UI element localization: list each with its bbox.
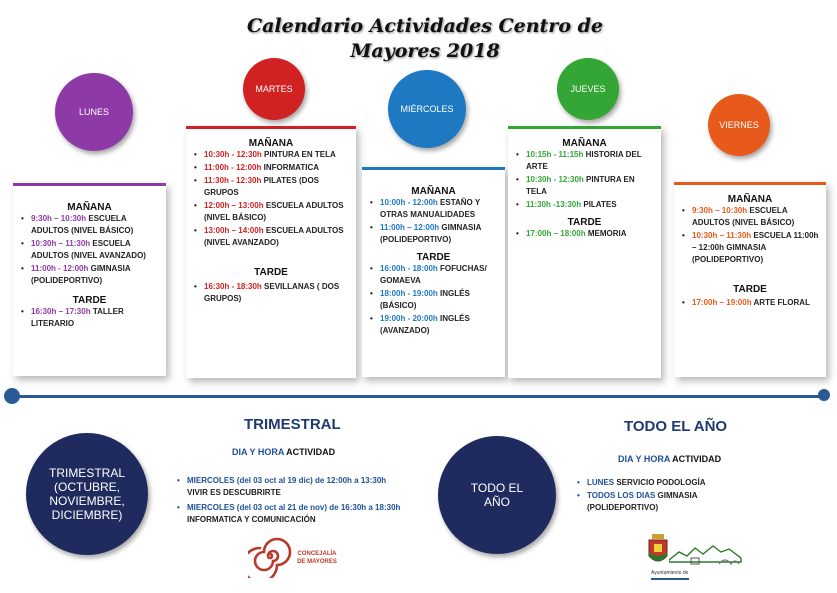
jueves-manana-list <box>514 149 655 211</box>
list-item <box>514 149 655 173</box>
lunes-tarde-heading: TARDE <box>72 295 107 306</box>
timeline-dot-right <box>818 389 830 401</box>
viernes-manana-list <box>680 205 820 266</box>
martes-tarde-list <box>192 281 350 305</box>
card-lunes-content <box>13 202 166 330</box>
lunes-manana-heading: MAÑANA <box>67 202 112 213</box>
ayuntamiento-text: Ayuntamiento de <box>651 570 689 576</box>
day-label: VIERNES <box>719 120 759 130</box>
activity-name: ARTE FLORAL <box>751 298 810 307</box>
day-label: JUEVES <box>570 84 606 94</box>
jueves-tarde-list <box>514 228 655 240</box>
sub-val: ACTIVIDAD <box>284 447 336 457</box>
list-item <box>192 162 350 174</box>
activity-time: 16:30h – 17:30h <box>31 307 91 316</box>
martes-manana-heading: MAÑANA <box>248 138 294 149</box>
activity-time: 18:00h - 19:00h <box>380 289 438 298</box>
day-circle-lunes <box>55 73 133 151</box>
viernes-tarde-heading: TARDE <box>733 284 767 295</box>
list-item <box>19 263 160 287</box>
todo-circle <box>438 436 556 554</box>
list-item <box>514 199 655 211</box>
sub-val: ACTIVIDAD <box>670 454 722 464</box>
card-martes-bar <box>186 126 356 129</box>
list-item <box>680 205 820 229</box>
activity-time: 10:30h – 11:30h <box>31 239 91 248</box>
activity-when: MIERCOLES (del 03 oct al 21 de nov) de 16:30h a 18:30h <box>187 503 401 512</box>
card-martes <box>186 126 356 378</box>
activity-time: 11:00h – 12:00h <box>380 223 440 232</box>
trimestral-list <box>175 475 405 527</box>
activity-name: ESCUELA ADULTOS (NIVEL BÁSICO) <box>31 214 134 235</box>
activity-name: MEMORIA <box>585 229 627 238</box>
activity-time: 17:00h – 18:00h <box>526 229 586 238</box>
list-item <box>19 213 160 237</box>
activity-name: INFORMATICA <box>261 163 319 172</box>
activity-time: 9:30h – 10:30h <box>692 206 748 215</box>
activity-name: TALLER LITERARIO <box>31 307 124 328</box>
card-miercoles <box>362 167 505 377</box>
todo-heading: TODO EL AÑO <box>624 418 728 435</box>
martes-tarde-heading: TARDE <box>254 267 288 278</box>
ayuntamiento-underline <box>651 578 689 580</box>
activity-time: 10:30h – 11:30h <box>692 231 752 240</box>
miercoles-tarde-heading: TARDE <box>416 252 451 263</box>
list-item <box>192 175 350 199</box>
activity-name: PILATES (DOS GRUPOS <box>204 176 320 197</box>
list-item <box>192 149 350 161</box>
card-jueves <box>508 126 661 378</box>
card-lunes-bar <box>13 183 166 186</box>
lunes-tarde-list <box>19 306 160 330</box>
day-circle-viernes <box>708 94 770 156</box>
activity-time: 10:15h - 11:15h <box>526 150 584 159</box>
activity-when: TODOS LOS DIAS <box>587 491 656 500</box>
list-item <box>368 222 499 246</box>
lunes-manana-list <box>19 213 160 287</box>
trimestral-circle <box>26 433 148 555</box>
sub-key: DIA Y HORA <box>618 454 671 464</box>
activity-name: PINTURA EN TELA <box>261 150 336 159</box>
page-title <box>240 14 610 64</box>
card-miercoles-bar <box>362 167 505 170</box>
todo-list <box>575 477 725 515</box>
list-item <box>175 475 405 499</box>
activity-name: GIMNASIA (POLIDEPORTIVO) <box>380 223 482 244</box>
activity-name: ESCUELA 11:00h – 12:00h GIMNASIA (POLIDEPORTIVO) <box>692 231 819 264</box>
list-item <box>680 297 820 309</box>
timeline-dot-left <box>4 388 20 404</box>
list-item <box>175 502 405 526</box>
timeline-line <box>12 395 826 398</box>
card-jueves-bar <box>508 126 661 129</box>
todo-circle-text: TODO EL AÑO <box>470 481 524 509</box>
activity-name: ESCUELA ADULTOS (NIVEL BÁSICO) <box>204 201 344 222</box>
activity-name: SEVILLANAS ( DOS GRUPOS) <box>204 282 340 303</box>
viernes-tarde-list <box>680 297 820 309</box>
activity-name: ESTAÑO Y OTRAS MANUALIDADES <box>380 198 481 219</box>
day-label: MARTES <box>255 84 293 94</box>
day-label: LUNES <box>78 107 109 117</box>
activity-time: 16:30h - 18:30h <box>204 282 262 291</box>
viernes-manana-heading: MAÑANA <box>727 194 773 205</box>
concejalia-text: CONCEJALÍA DE MAYORES <box>297 551 337 565</box>
activity-name: SERVICIO PODOLOGÍA <box>614 478 706 487</box>
martes-manana-list <box>192 149 350 249</box>
list-item <box>575 477 725 489</box>
spiral-icon <box>248 534 292 578</box>
day-circle-miercoles <box>388 70 466 148</box>
activity-when: LUNES <box>587 478 615 487</box>
todo-subheading <box>618 454 721 464</box>
card-martes-content <box>186 138 356 305</box>
list-item <box>575 490 725 514</box>
list-item <box>514 174 655 198</box>
trimestral-subheading <box>232 447 335 457</box>
activity-name: GIMNASIA (POLIDEPORTIVO) <box>587 491 698 512</box>
list-item <box>680 230 820 266</box>
list-item <box>368 263 499 287</box>
activity-when: MIERCOLES (del 03 oct al 19 dic) de 12:00h a 13:30h <box>187 476 387 485</box>
activity-time: 10:30h - 12:30h <box>204 150 262 159</box>
list-item <box>368 313 499 337</box>
ayuntamiento-logo <box>645 534 745 584</box>
sub-key: DIA Y HORA <box>232 447 285 457</box>
activity-name: INFORMATICA Y COMUNICACIÓN <box>187 515 316 524</box>
activity-name: HISTORIA DEL ARTE <box>526 150 642 171</box>
activity-time: 9:30h – 10:30h <box>31 214 87 223</box>
activity-name: ESCUELA ADULTOS (NIVEL AVANZADO) <box>31 239 146 260</box>
activity-name: PINTURA EN TELA <box>526 175 635 196</box>
activity-time: 11:00h - 12:00h <box>31 264 89 273</box>
coat-of-arms-icon <box>647 534 669 568</box>
list-item <box>192 200 350 224</box>
card-jueves-content <box>508 138 661 240</box>
activity-time: 10:30h - 12:30h <box>526 175 584 184</box>
miercoles-tarde-list <box>368 263 499 337</box>
activity-name: ESCUELA ADULTOS (NIVEL AVANZADO) <box>204 226 344 247</box>
list-item <box>368 288 499 312</box>
jueves-tarde-heading: TARDE <box>567 217 602 228</box>
activity-name: ESCUELA ADULTOS (NIVEL BÁSICO) <box>692 206 795 227</box>
miercoles-manana-heading: MAÑANA <box>411 186 456 197</box>
trimestral-circle-text: TRIMESTRAL (OCTUBRE, NOVIEMBRE, DICIEMBRE) <box>48 466 125 522</box>
activity-name: INGLÉS (AVANZADO) <box>380 314 470 335</box>
activity-time: 10:00h - 12:00h <box>380 198 438 207</box>
list-item <box>368 197 499 221</box>
landscape-icon <box>669 540 743 570</box>
activity-time: 17:00h – 19:00h <box>692 298 752 307</box>
activity-name: PILATES <box>581 200 617 209</box>
miercoles-manana-list <box>368 197 499 246</box>
activity-time: 13:00h – 14:00h <box>204 226 264 235</box>
list-item <box>192 281 350 305</box>
activity-time: 11:30h - 12:30h <box>204 176 262 185</box>
card-viernes-bar <box>674 182 826 185</box>
activity-name: GIMNASIA (POLIDEPORTIVO) <box>31 264 131 285</box>
day-circle-jueves <box>557 58 619 120</box>
list-item <box>514 228 655 240</box>
activity-time: 12:00h – 13:00h <box>204 201 264 210</box>
trimestral-heading: TRIMESTRAL <box>244 416 341 433</box>
card-lunes <box>13 183 166 376</box>
activity-name: FOFUCHAS/ GOMAEVA <box>380 264 487 285</box>
day-label: MIÉRCOLES <box>400 104 454 114</box>
activity-name: VIVIR ES DESCUBRIRTE <box>187 488 281 497</box>
activity-time: 19:00h - 20:00h <box>380 314 438 323</box>
jueves-manana-heading: MAÑANA <box>562 138 607 149</box>
activity-time: 11:00h - 12:00h <box>204 163 262 172</box>
card-viernes-content <box>674 194 826 309</box>
list-item <box>19 306 160 330</box>
card-miercoles-content <box>362 186 505 337</box>
list-item <box>19 238 160 262</box>
title-line-1: Calendario Actividades Centro de <box>247 15 603 37</box>
list-item <box>192 225 350 249</box>
title-line-2: Mayores 2018 <box>350 40 500 62</box>
concejalia-logo <box>248 534 348 582</box>
activity-name: INGLÉS (BÁSICO) <box>380 289 470 310</box>
card-viernes <box>674 182 826 377</box>
activity-time: 11:30h -13:30h <box>526 200 582 209</box>
activity-time: 16:00h - 18:00h <box>380 264 438 273</box>
day-circle-martes <box>243 58 305 120</box>
